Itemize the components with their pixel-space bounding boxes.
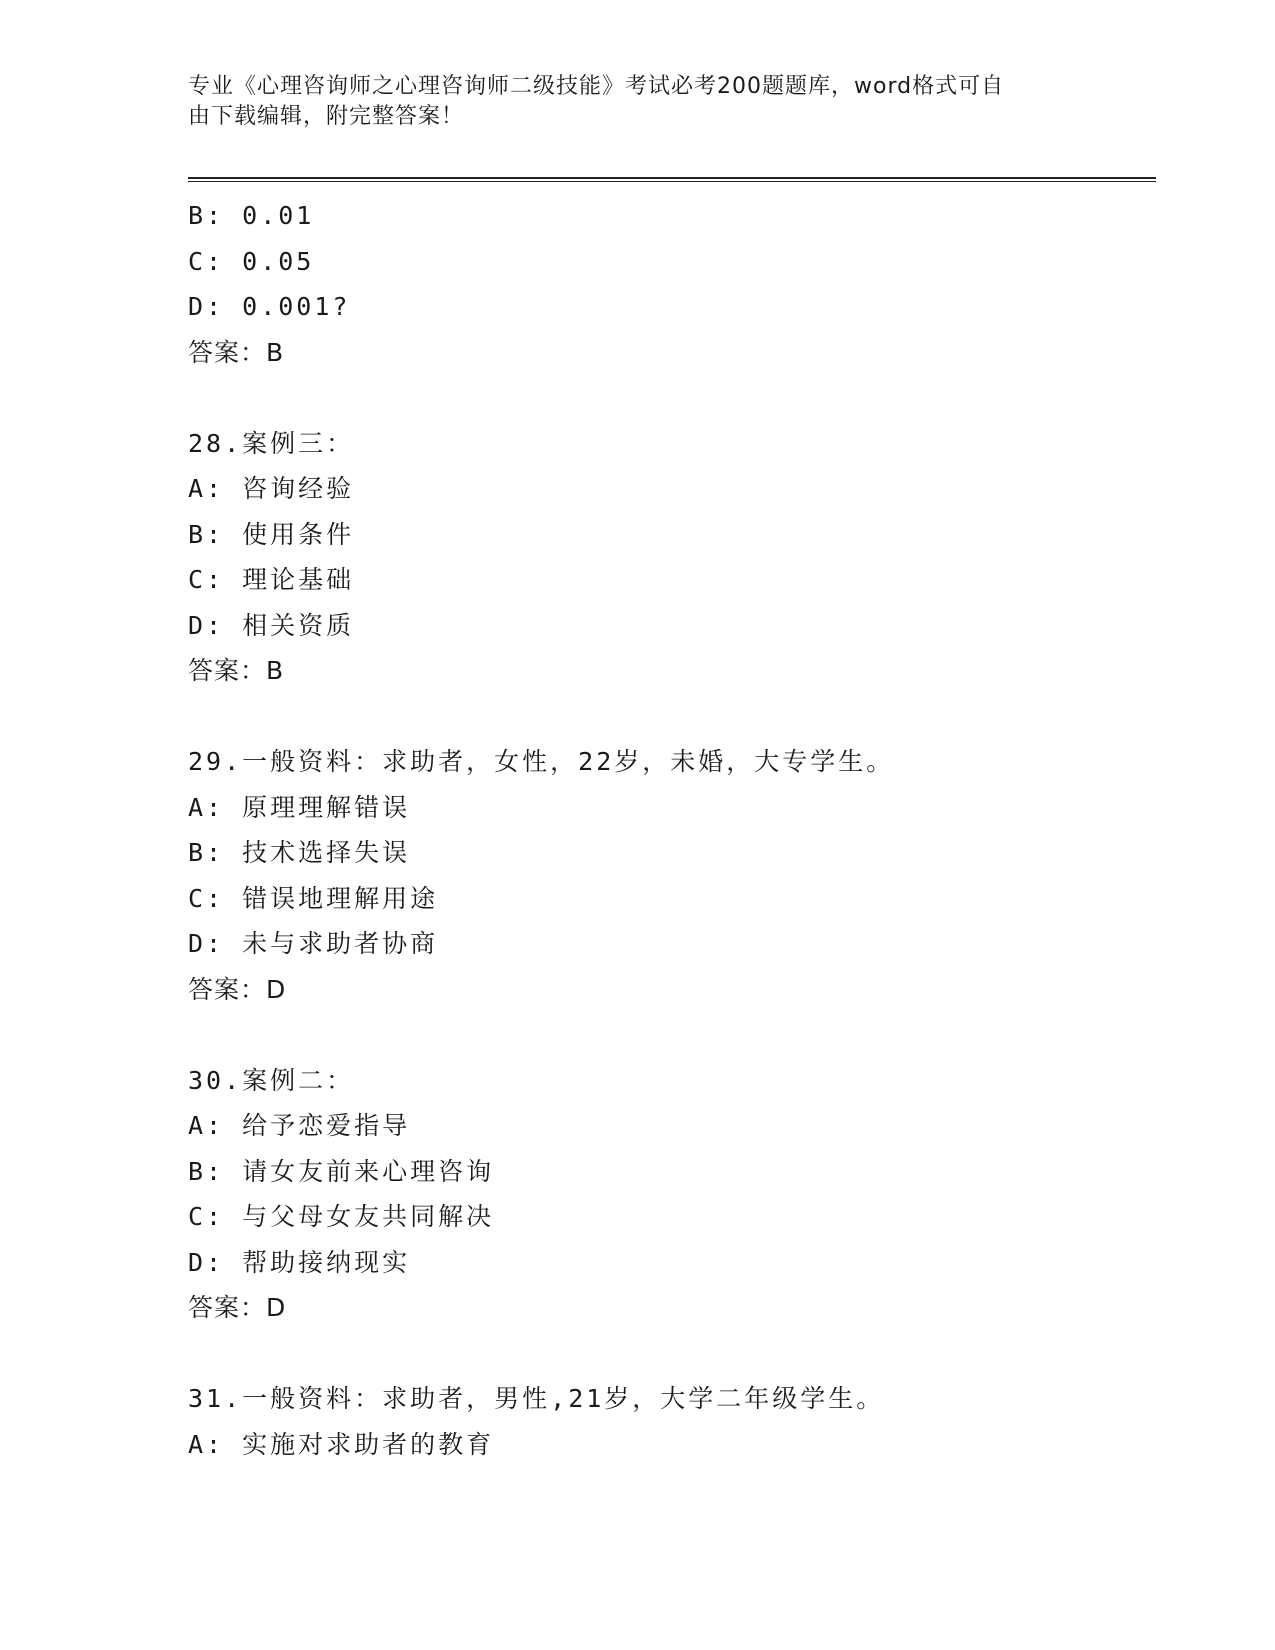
block-spacer xyxy=(188,1012,1148,1058)
question-list xyxy=(188,193,1148,1467)
question-block xyxy=(188,421,1148,694)
option-line: D: 未与求助者协商 xyxy=(188,929,439,958)
block-spacer xyxy=(188,1331,1148,1377)
question-block xyxy=(188,193,1148,375)
block-spacer xyxy=(188,375,1148,421)
question-block xyxy=(188,1376,1148,1467)
option-line: A: 实施对求助者的教育 xyxy=(188,1429,495,1459)
question-stem: 30.案例二： xyxy=(188,1065,355,1095)
question-block xyxy=(188,1058,1148,1331)
option-line: D: 相关资质 xyxy=(188,610,355,640)
option-line: B: 技术选择失误 xyxy=(188,838,411,867)
option-line: B: 使用条件 xyxy=(188,519,355,549)
option-line: A: 给予恋爱指导 xyxy=(188,1111,411,1140)
option-line: B: 请女友前来心理咨询 xyxy=(188,1156,495,1186)
option-line: D: 0.001? xyxy=(188,292,351,321)
option-line: A: 咨询经验 xyxy=(188,474,355,503)
answer-line: 答案：D xyxy=(188,974,287,1004)
answer-line: 答案：B xyxy=(188,656,285,685)
option-line: C: 与父母女友共同解决 xyxy=(188,1202,495,1231)
document-header xyxy=(188,72,1068,132)
question-stem: 28.案例三： xyxy=(188,428,355,458)
block-spacer xyxy=(188,694,1148,740)
option-line: C: 理论基础 xyxy=(188,565,355,594)
option-line: D: 帮助接纳现实 xyxy=(188,1247,411,1277)
header-line-2: 由下载编辑，附完整答案！ xyxy=(188,104,465,129)
option-line: C: 错误地理解用途 xyxy=(188,883,439,913)
answer-line: 答案：B xyxy=(188,337,285,367)
question-stem: 31.一般资料：求助者，男性,21岁，大学二年级学生。 xyxy=(188,1384,885,1413)
option-line: A: 原理理解错误 xyxy=(188,792,411,822)
question-stem: 29.一般资料：求助者，女性，22岁，未婚，大专学生。 xyxy=(188,747,895,776)
question-block xyxy=(188,739,1148,1012)
header-line-1: 专业《心理咨询师之心理咨询师二级技能》考试必考200题题库，word格式可自 xyxy=(188,74,1005,99)
option-line: C: 0.05 xyxy=(188,246,315,276)
header-divider xyxy=(188,177,1156,182)
option-line: B: 0.01 xyxy=(188,201,315,230)
answer-line: 答案：D xyxy=(188,1293,287,1322)
